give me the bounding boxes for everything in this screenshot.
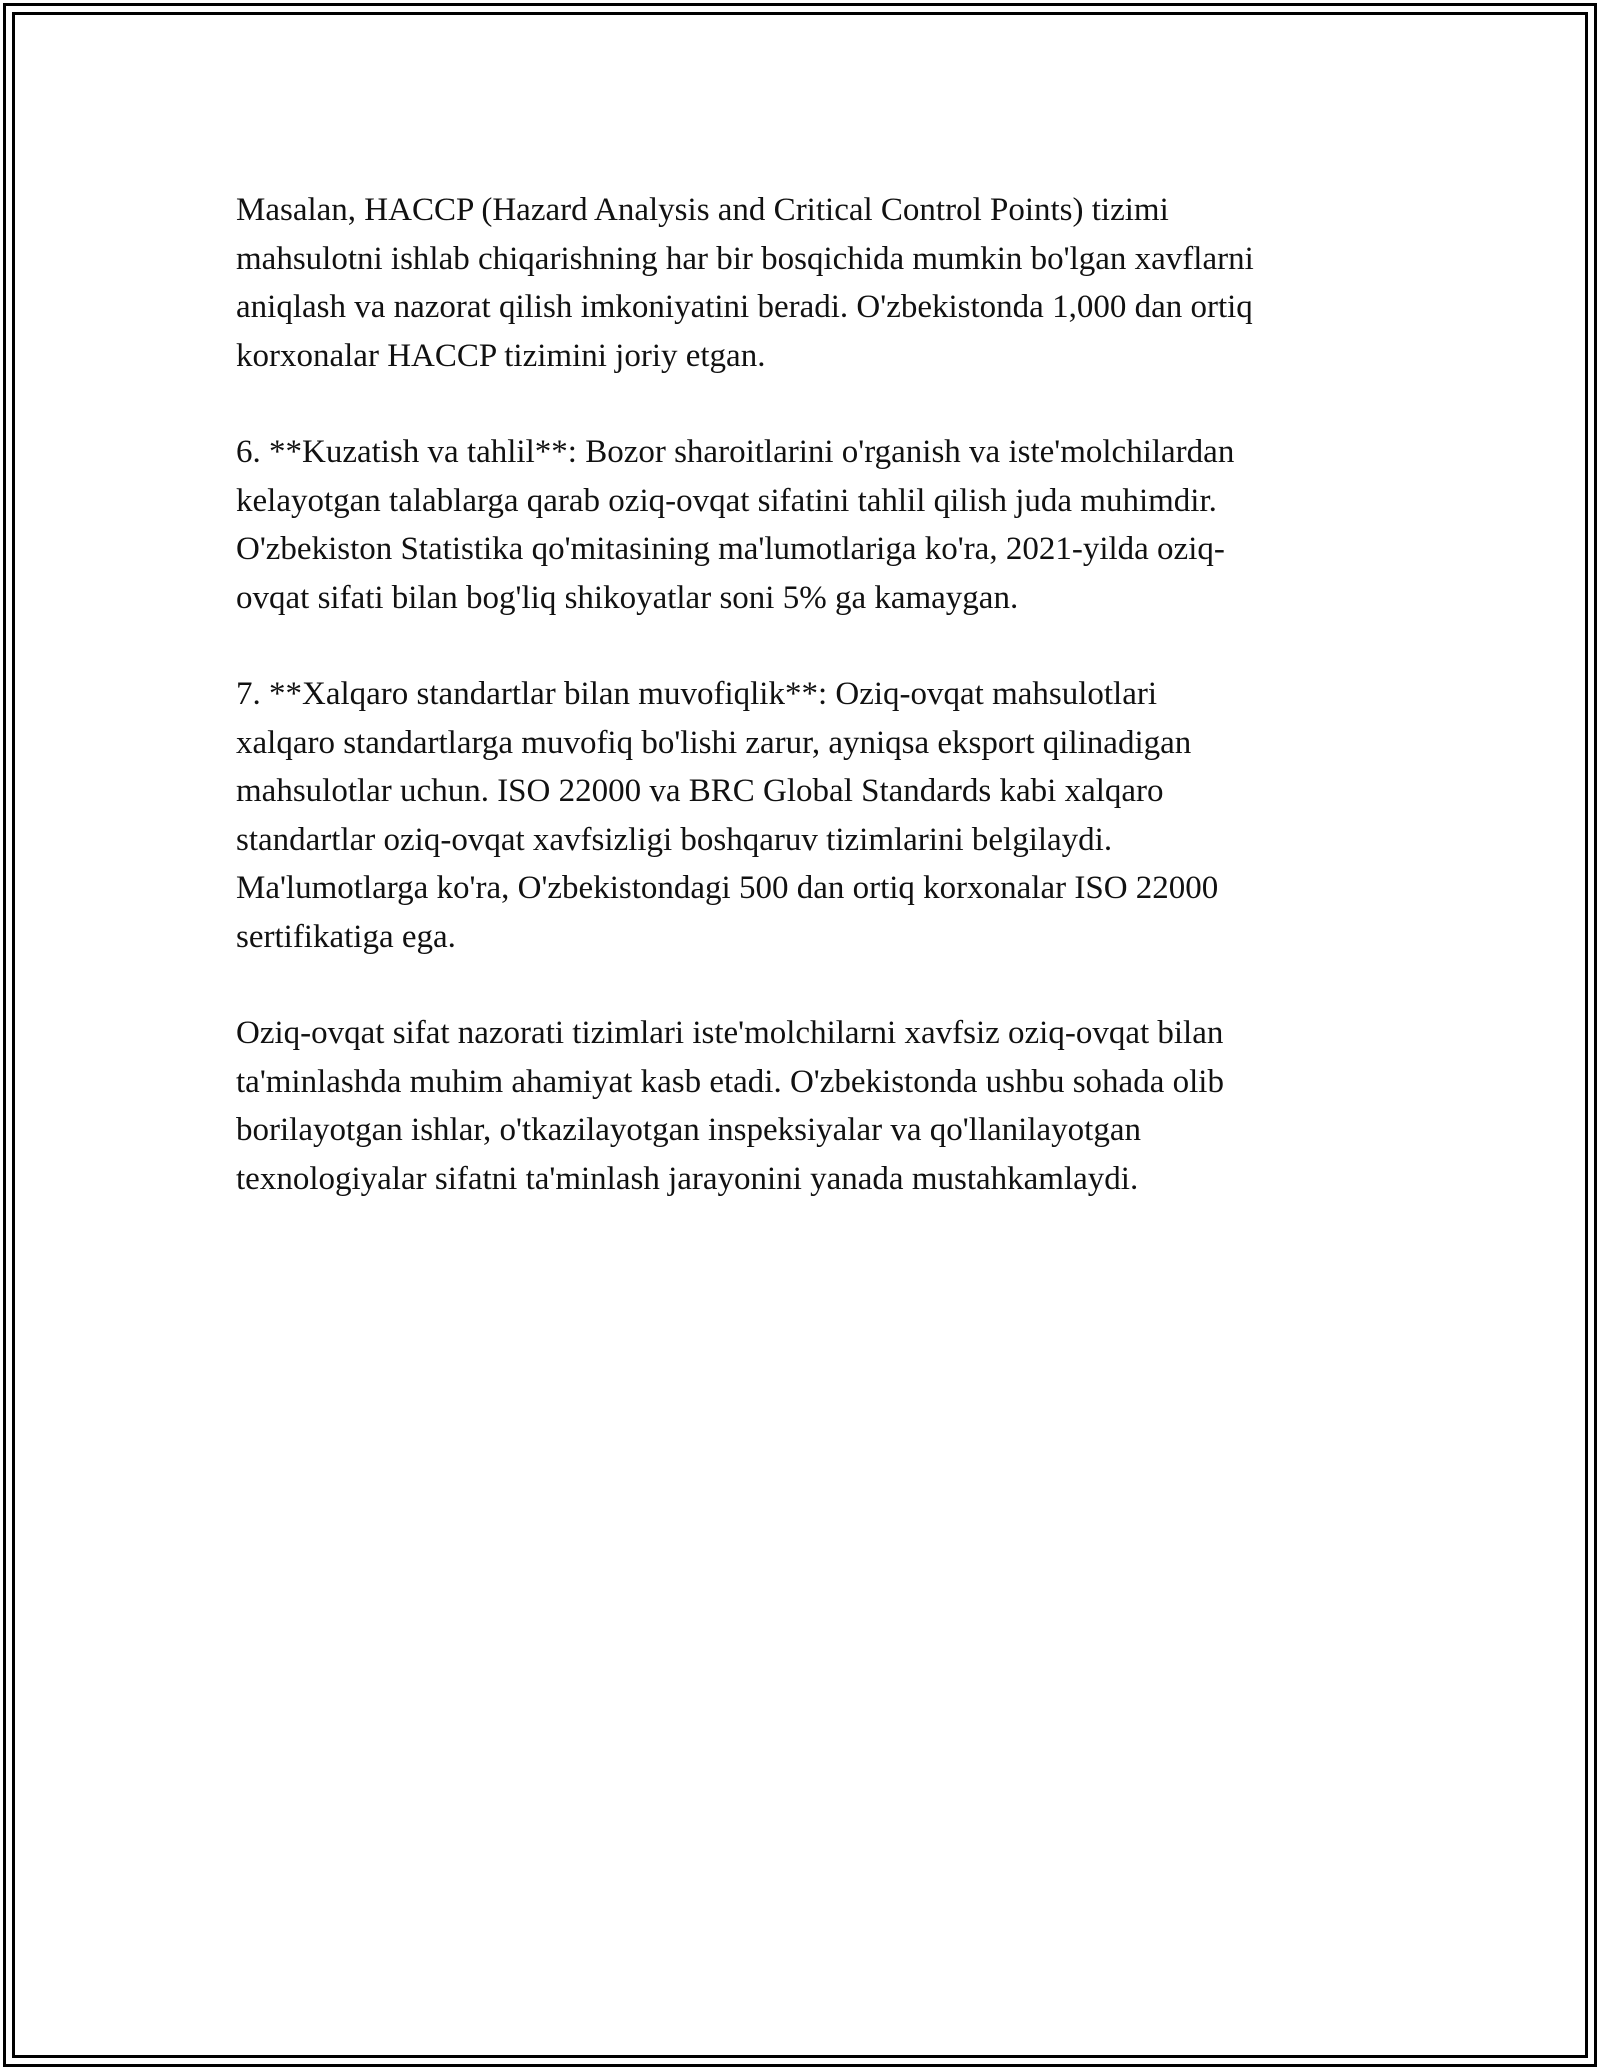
text-line: Ma'lumotlarga ko'ra, O'zbekistondagi 500 dan ortiq korxonalar ISO 22000 <box>236 870 1219 906</box>
text-line: Masalan, HACCP (Hazard Analysis and Critical Control Points) tizimi <box>236 192 1169 228</box>
text-line: mahsulotlar uchun. ISO 22000 va BRC Global Standards kabi xalqaro <box>236 773 1164 809</box>
paragraph-haccp <box>236 186 1396 380</box>
text-line: standartlar oziq-ovqat xavfsizligi boshqaruv tizimlarini belgilaydi. <box>236 821 1113 858</box>
text-line: korxonalar HACCP tizimini joriy etgan. <box>236 337 766 374</box>
text-line: aniqlash va nazorat qilish imkoniyatini beradi. O'zbekistonda 1,000 dan ortiq <box>236 289 1253 325</box>
document-body <box>236 186 1396 1251</box>
text-line: ovqat sifati bilan bog'liq shikoyatlar soni 5% ga kamaygan. <box>236 579 1019 616</box>
paragraph-item-7 <box>236 670 1396 961</box>
text-line: O'zbekiston Statistika qo'mitasining ma'lumotlariga ko'ra, 2021-yilda oziq- <box>236 531 1225 567</box>
text-line: sertifikatiga ega. <box>236 918 456 955</box>
text-line: 7. **Xalqaro standartlar bilan muvofiqlik**: Oziq-ovqat mahsulotlari <box>236 676 1158 712</box>
text-line: mahsulotni ishlab chiqarishning har bir bosqichida mumkin bo'lgan xavflarni <box>236 240 1254 277</box>
text-line: kelayotgan talablarga qarab oziq-ovqat sifatini tahlil qilish juda muhimdir. <box>236 482 1217 519</box>
paragraph-conclusion <box>236 1009 1396 1203</box>
text-line: ta'minlashda muhim ahamiyat kasb etadi. O'zbekistonda ushbu sohada olib <box>236 1063 1224 1100</box>
text-line: Oziq-ovqat sifat nazorati tizimlari iste'molchilarni xavfsiz oziq-ovqat bilan <box>236 1015 1224 1051</box>
text-line: xalqaro standartlarga muvofiq bo'lishi zarur, ayniqsa eksport qilinadigan <box>236 724 1192 761</box>
paragraph-item-6 <box>236 428 1396 622</box>
text-line: 6. **Kuzatish va tahlil**: Bozor sharoitlarini o'rganish va iste'molchilardan <box>236 434 1235 470</box>
text-line: borilayotgan ishlar, o'tkazilayotgan inspeksiyalar va qo'llanilayotgan <box>236 1112 1141 1148</box>
text-line: texnologiyalar sifatni ta'minlash jarayonini yanada mustahkamlaydi. <box>236 1160 1139 1197</box>
